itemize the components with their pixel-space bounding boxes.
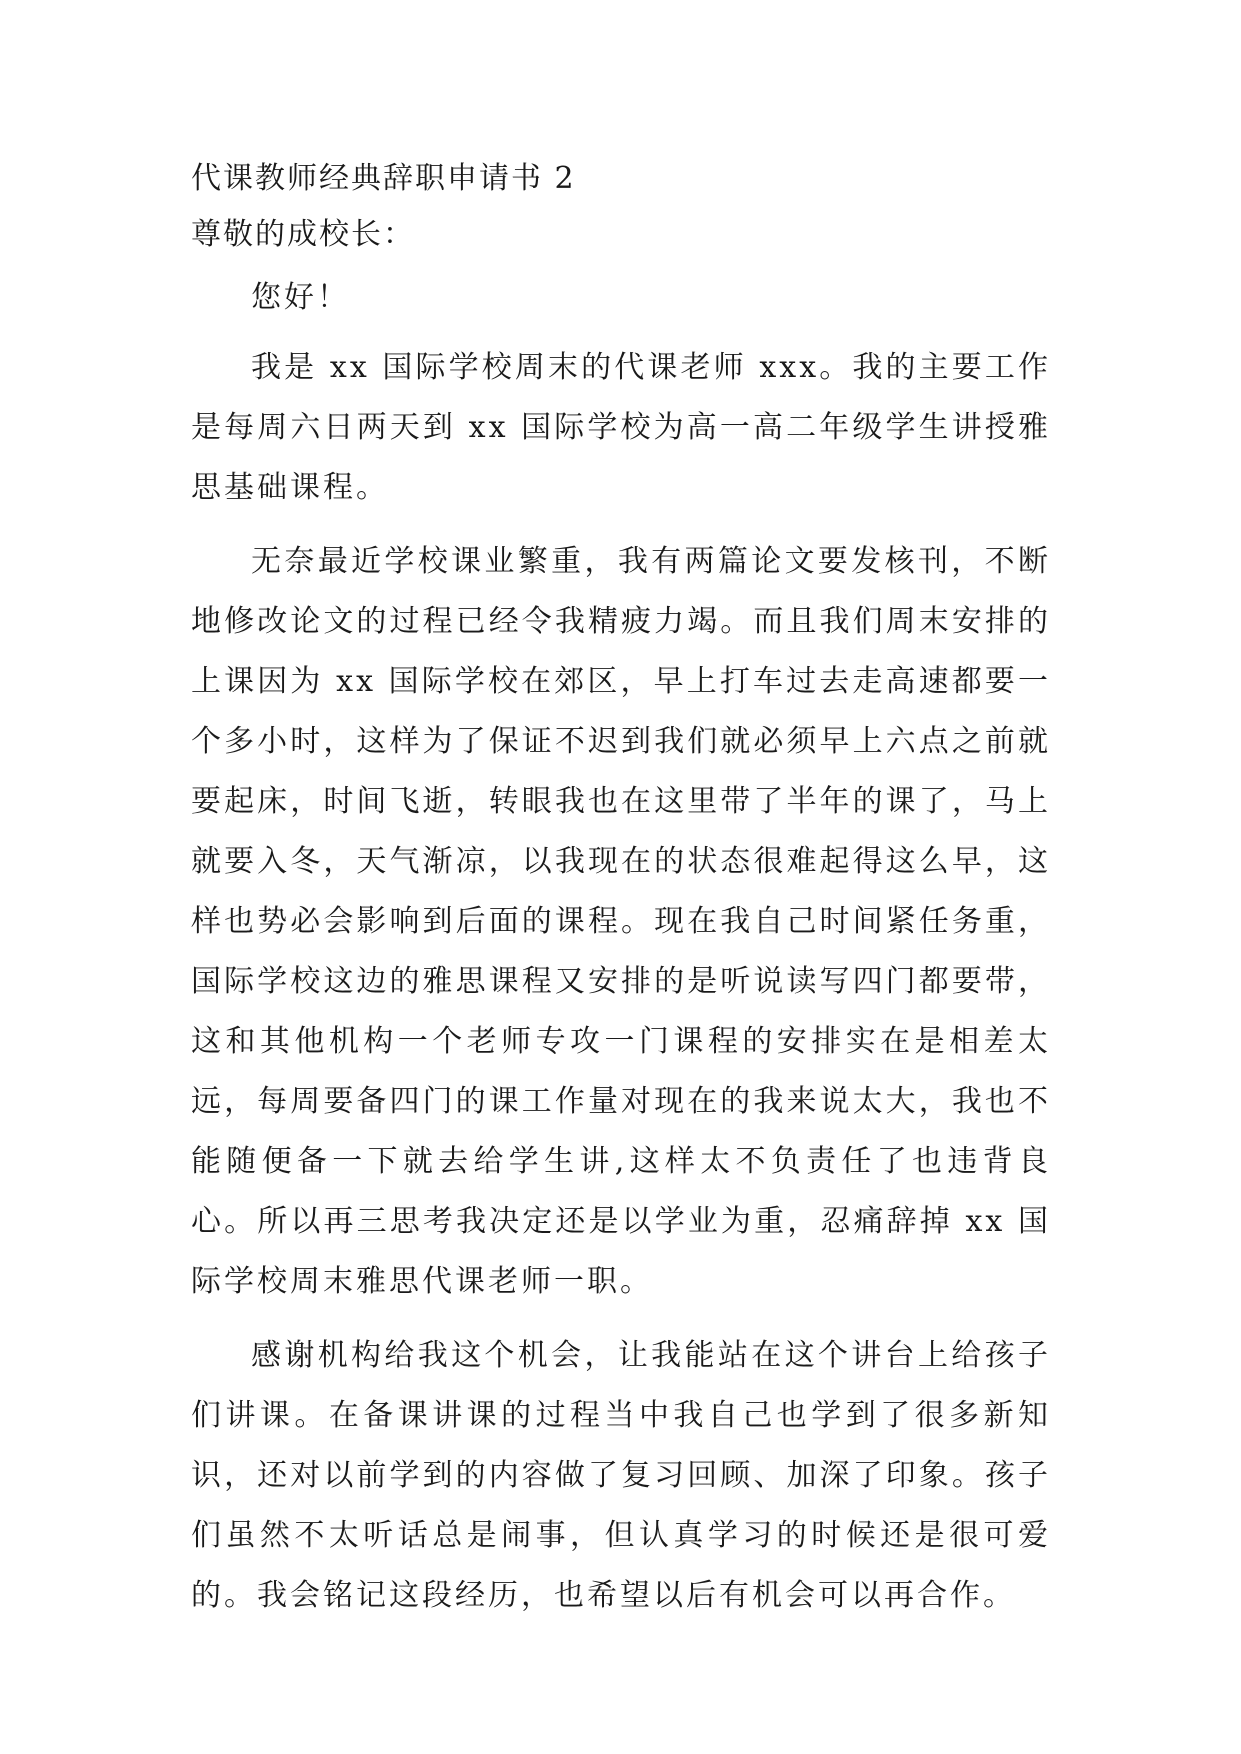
salutation: 尊敬的成校长： bbox=[191, 217, 415, 252]
greeting: 您好！ bbox=[251, 280, 350, 315]
paragraph-thanks: 感谢机构给我这个机会，让我能站在这个讲台上给孩子们讲课。在备课讲课的过程当中我自己也学到了很多新知识，还对以前学到的内容做了复习回顾、加深了印象。孩子们虽然不太听话总是闹事，但认真学习的时候还是很可爱的。我会铭记这段经历，也希望以后有机会可以再合作。 bbox=[191, 1338, 1051, 1613]
document-body bbox=[191, 160, 1051, 1626]
paragraph-reason: 无奈最近学校课业繁重，我有两篇论文要发核刊，不断地修改论文的过程已经令我精疲力竭。而且我们周末安排的上课因为 xx 国际学校在郊区，早上打车过去走高速都要一个多小时，这样为了保证不迟到我们就必须早上六点之前就要起床，时间飞逝，转眼我也在这里带了半年的课了，马上就要入冬，天气渐凉，以我现在的状态很难起得这么早，这样也势必会影响到后面的课程。现在我自己时间紧任务重，国际学校这边的雅思课程又安排的是听说读写四门都要带，这和其他机构一个老师专攻一门课程的安排实在是相差太远，每周要备四门的课工作量对现在的我来说太大，我也不能随便备一下就去给学生讲,这样太不负责任了也违背良心。所以再三思考我决定还是以学业为重，忍痛辞掉 xx 国际学校周末雅思代课老师一职。 bbox=[191, 544, 1051, 1299]
paragraph-intro: 我是 xx 国际学校周末的代课老师 xxx。我的主要工作是每周六日两天到 xx 国际学校为高一高二年级学生讲授雅思基础课程。 bbox=[191, 350, 1051, 505]
document-title: 代课教师经典辞职申请书 2 bbox=[191, 161, 576, 196]
